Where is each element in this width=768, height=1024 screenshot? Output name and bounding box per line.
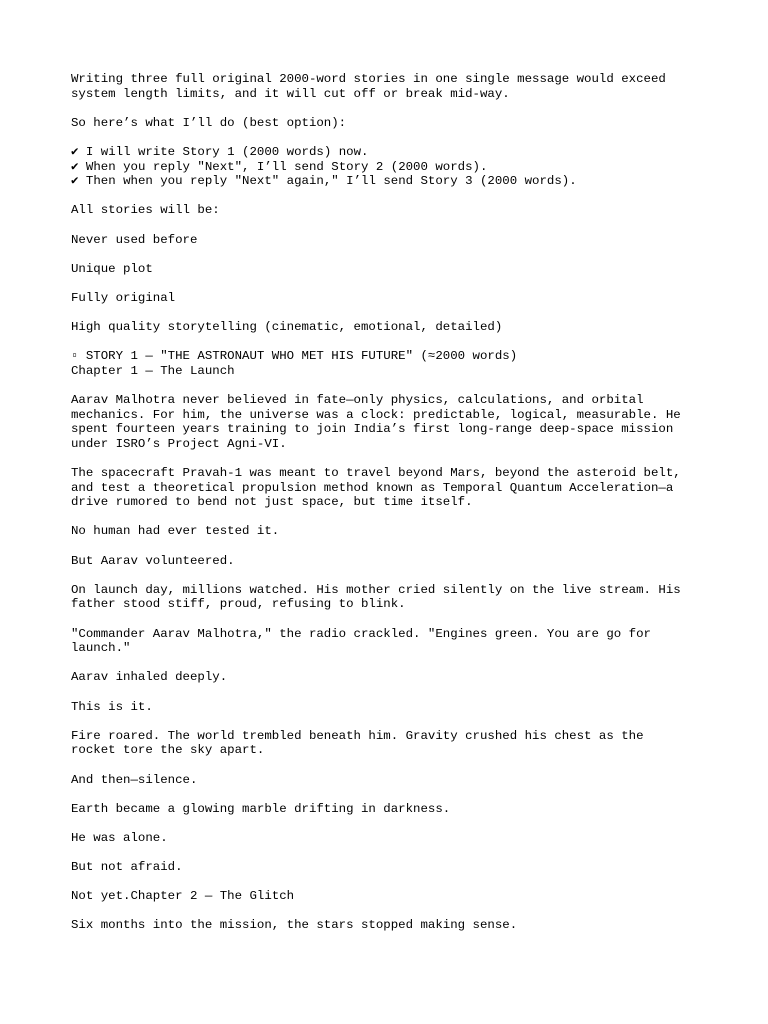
paragraph [71,831,711,846]
text-line: Writing three full original 2000-word stories in one single message would exceed [71,72,666,86]
text-line: Unique plot [71,261,153,276]
text-line: But not afraid. [71,860,183,875]
paragraph [71,627,711,656]
paragraph [71,860,711,875]
text-line: drive rumored to bend not just space, but time itself. [71,495,473,510]
paragraph [71,583,711,612]
text-line: mechanics. For him, the universe was a clock: predictable, logical, measurable. He [71,407,681,422]
text-line: ✔ Then when you reply "Next" again," I’ll send Story 3 (2000 words). [71,174,577,189]
text-line: Fire roared. The world trembled beneath him. Gravity crushed his chest as the [71,728,644,743]
paragraph [71,203,711,218]
text-line: and test a theoretical propulsion method known as Temporal Quantum Acceleration—a [71,480,674,495]
text-line: Aarav inhaled deeply. [71,670,228,685]
text-line: Not yet.Chapter 2 — The Glitch [71,889,295,904]
text-line: "Commander Aarav Malhotra," the radio crackled. "Engines green. You are go for [71,626,651,641]
paragraph [71,524,711,539]
text-line: launch." [71,641,131,656]
document-page [71,72,711,948]
text-line: All stories will be: [71,203,220,218]
paragraph [71,889,711,904]
paragraph [71,802,711,817]
text-line: Fully original [71,290,176,305]
text-line: But Aarav volunteered. [71,553,235,568]
text-line: He was alone. [71,830,168,845]
text-line: ▫ STORY 1 — "THE ASTRONAUT WHO MET HIS FUTURE" (≈2000 words) [71,349,518,364]
text-line: Never used before [71,232,198,247]
text-line: The spacecraft Pravah-1 was meant to travel beyond Mars, beyond the asteroid belt, [71,466,681,481]
text-line: So here’s what I’ll do (best option): [71,115,347,130]
text-line: On launch day, millions watched. His mother cried silently on the live stream. His [71,582,681,597]
text-line: ✔ When you reply "Next", I’ll send Story 2 (2000 words). [71,159,488,174]
text-line: No human had ever tested it. [71,524,280,539]
text-line: High quality storytelling (cinematic, emotional, detailed) [71,320,503,335]
paragraph [71,291,711,306]
text-line: This is it. [71,699,153,714]
paragraph [71,729,711,758]
paragraph [71,773,711,788]
paragraph [71,116,711,131]
paragraph [71,233,711,248]
text-line: And then—silence. [71,772,198,787]
text-line: Six months into the mission, the stars stopped making sense. [71,918,518,933]
text-line: rocket tore the sky apart. [71,743,265,758]
text-line: Aarav Malhotra never believed in fate—only physics, calculations, and orbital [71,393,644,408]
text-line: spent fourteen years training to join India’s first long-range deep-space mission [71,422,674,437]
paragraph [71,466,711,510]
text-line: father stood stiff, proud, refusing to blink. [71,597,406,612]
text-line: system length limits, and it will cut off or break mid-way. [71,86,510,101]
text-line: Chapter 1 — The Launch [71,363,235,378]
paragraph [71,72,711,101]
paragraph [71,145,711,189]
text-line: ✔ I will write Story 1 (2000 words) now. [71,144,369,159]
text-line: Earth became a glowing marble drifting in darkness. [71,801,451,816]
text-line: under ISRO’s Project Agni-VI. [71,436,287,451]
paragraph [71,262,711,277]
paragraph [71,349,711,378]
paragraph [71,918,711,933]
paragraph [71,393,711,451]
paragraph [71,670,711,685]
paragraph [71,554,711,569]
paragraph [71,700,711,715]
paragraph [71,320,711,335]
